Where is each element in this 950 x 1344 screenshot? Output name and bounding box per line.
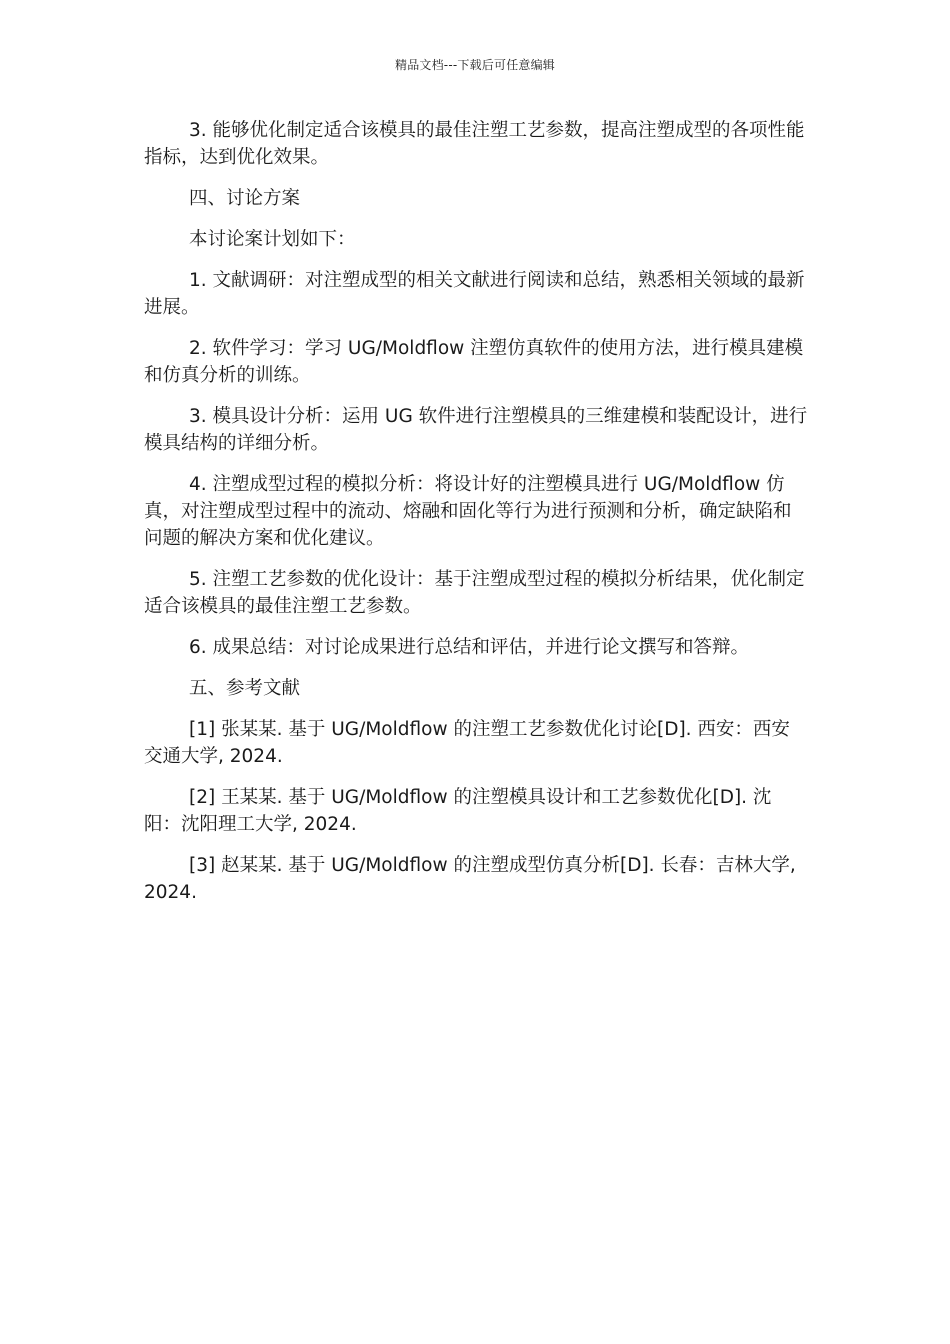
reference-3: [3] 赵某某. 基于 UG/Moldflow 的注塑成型仿真分析[D]. 长春：吉林大学, 2024. bbox=[144, 855, 796, 903]
reference-1: [1] 张某某. 基于 UG/Moldflow 的注塑工艺参数优化讨论[D]. 西安：西安交通大学, 2024. bbox=[144, 719, 790, 767]
section-heading-references: 五、参考文献 bbox=[189, 678, 301, 699]
plan-item-3: 3. 模具设计分析：运用 UG 软件进行注塑模具的三维建模和装配设计，进行模具结构的详细分析。 bbox=[144, 406, 808, 454]
plan-item-4: 4. 注塑成型过程的模拟分析：将设计好的注塑模具进行 UG/Moldflow 仿真，对注塑成型过程中的流动、熔融和固化等行为进行预测和分析，确定缺陷和问题的解决方案和优化建议。 bbox=[144, 474, 792, 549]
document-body bbox=[144, 117, 808, 920]
plan-item-2: 2. 软件学习：学习 UG/Moldflow 注塑仿真软件的使用方法，进行模具建模和仿真分析的训练。 bbox=[144, 338, 804, 386]
plan-item-1: 1. 文献调研：对注塑成型的相关文献进行阅读和总结，熟悉相关领域的最新进展。 bbox=[144, 270, 805, 318]
reference-2: [2] 王某某. 基于 UG/Moldflow 的注塑模具设计和工艺参数优化[D]. 沈阳：沈阳理工大学, 2024. bbox=[144, 787, 772, 835]
section-heading-discussion-plan: 四、讨论方案 bbox=[189, 188, 301, 209]
plan-item-6: 6. 成果总结：对讨论成果进行总结和评估，并进行论文撰写和答辩。 bbox=[189, 637, 750, 658]
objective-item-3: 3. 能够优化制定适合该模具的最佳注塑工艺参数，提高注塑成型的各项性能指标，达到优化效果。 bbox=[144, 120, 805, 168]
page-header: 精品文档---下载后可任意编辑 bbox=[395, 58, 555, 72]
plan-item-5: 5. 注塑工艺参数的优化设计：基于注塑成型过程的模拟分析结果，优化制定适合该模具的最佳注塑工艺参数。 bbox=[144, 569, 805, 617]
plan-intro: 本讨论案计划如下： bbox=[189, 229, 356, 250]
